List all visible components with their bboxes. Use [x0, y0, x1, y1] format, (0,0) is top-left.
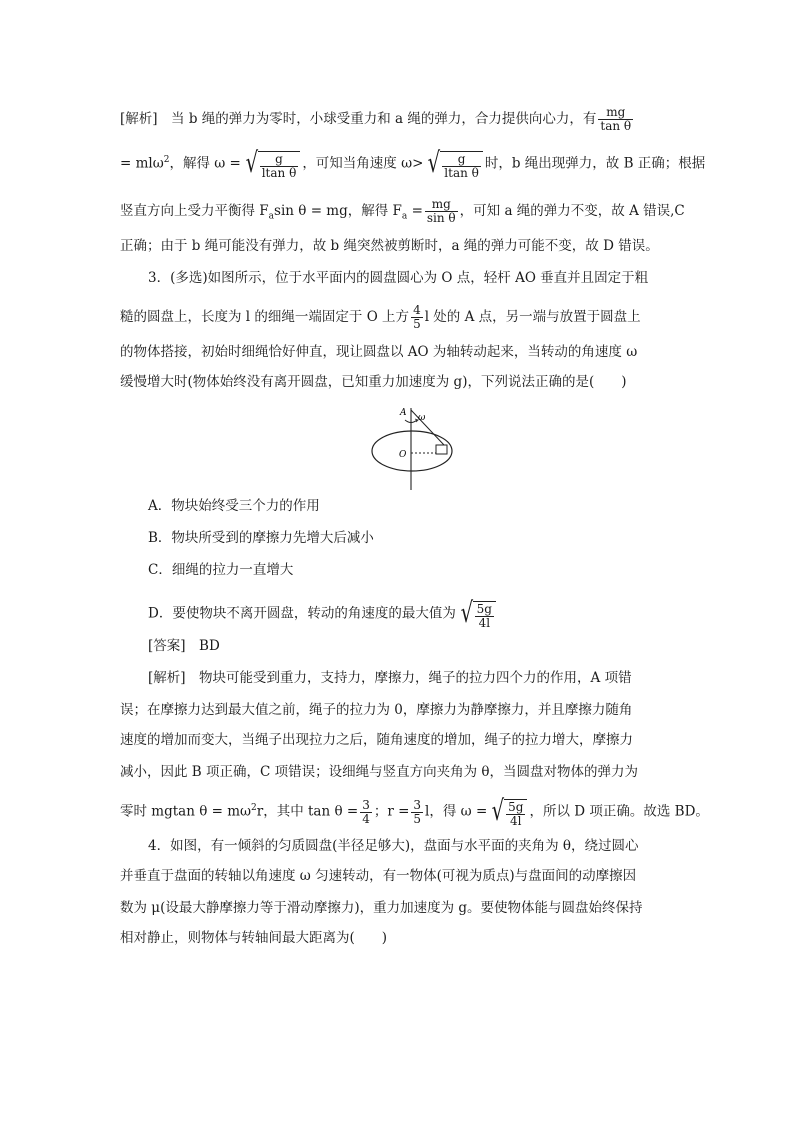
fraction-mg-sin: $\frac{mg}{\text{sin θ}}$ — [426, 197, 456, 225]
fraction-four-fifths: $\frac{4}{5}$ — [413, 303, 421, 331]
q3-line-4: 缓慢增大时(物体始终没有离开圆盘，已知重力加速度为 g)，下列说法正确的是( ) — [120, 374, 627, 390]
option-b: B．物块所受到的摩擦力先增大后减小 — [148, 530, 374, 546]
q3-line-1: 3．(多选)如图所示，位于水平面内的圆盘圆心为 O 点，轻杆 AO 垂直并且固定于粗 — [148, 270, 649, 286]
analysis-line-3: 竖直方向上受力平衡得 $F_a\sin$ θ = mg，解得 $F_a$ = $\frac{mg}{\text{sin θ}}$ ，可知 a 绳的弹力不变，故 A 错误,C — [120, 197, 685, 225]
sqrt-expression: √ $\frac{5g}{4l}$ — [489, 796, 527, 828]
label-a: A — [400, 408, 407, 418]
q4-line-4: 相对静止，则物体与转轴间最大距离为( ) — [120, 930, 388, 946]
q3-line-2: 糙的圆盘上，长度为 l 的细绳一端固定于 O 上方 $\frac{4}{5}$ l 处的 A 点，另一端与放置于圆盘上 — [120, 303, 641, 331]
option-c: C．细绳的拉力一直增大 — [148, 562, 294, 578]
explanation-line-4: 减小，因此 B 项正确，C 项错误；设细绳与竖直方向夹角为 θ，当圆盘对物体的弹力为 — [120, 764, 639, 780]
explanation-line-3: 速度的增加而变大，当绳子出现拉力之后，随角速度的增加，绳子的拉力增大，摩擦力 — [120, 732, 633, 748]
answer-line: [答案] BD — [148, 638, 220, 654]
q4-line-3: 数为 μ(设最大静摩擦力等于滑动摩擦力)，重力加速度为 g。要使物体能与圆盘始终保持 — [120, 900, 643, 916]
explanation-line-1: [解析] 物块可能受到重力，支持力，摩擦力，绳子的拉力四个力的作用，A 项错 — [148, 670, 632, 686]
label-omega: ω — [418, 413, 426, 423]
analysis-line-2: = mlω$^2$，解得 ω = √ $\frac{g}{\text{ltan θ}}$ ，可知当角速度 ω> √ $\frac{g}{\text{ltan θ}}$ 时，b 绳出现弹力，故 B 正确；根据 — [120, 146, 706, 180]
sqrt-expression: √ $\frac{g}{\text{ltan θ}}$ — [425, 148, 482, 180]
q3-line-3: 的物体搭接，初始时细绳恰好伸直，现让圆盘以 AO 为轴转动起来，当转动的角速度 ω — [120, 344, 638, 360]
disk-rod-figure — [365, 402, 465, 490]
fraction-mg-tan: $\frac{mg}{\text{tan θ}}$ — [600, 105, 632, 133]
option-a: A．物块始终受三个力的作用 — [148, 498, 320, 514]
sqrt-expression: √ $\frac{5g}{4l}$ — [458, 598, 496, 630]
string-line — [411, 410, 444, 445]
explanation-line-5: 零时 mgtan $\theta = m\omega^2r$，其中 tan θ = $\frac{3}{4}$ ；r = $\frac{3}{5}$ l，得 ω = √ $\frac{5g}{4l}$ ，所以 D 项正确。故选 BD。 — [120, 794, 709, 828]
sqrt-expression: √ $\frac{g}{\text{ltan θ}}$ — [243, 148, 300, 180]
q4-line-1: 4．如图，有一倾斜的匀质圆盘(半径足够大)，盘面与水平面的夹角为 θ，绕过圆心 — [148, 838, 639, 854]
block-rect — [436, 445, 447, 454]
analysis-line-1: [解析] 当 b 绳的弹力为零时，小球受重力和 a 绳的弹力，合力提供向心力，有 $\frac{mg}{\text{tan θ}}$ — [120, 105, 632, 133]
explanation-line-2: 误；在摩擦力达到最大值之前，绳子的拉力为 0，摩擦力为静摩擦力，并且摩擦力随角 — [120, 702, 633, 718]
analysis-line-4: 正确；由于 b 绳可能没有弹力，故 b 绳突然被剪断时，a 绳的弹力可能不变，故 D 错误。 — [120, 238, 659, 254]
q4-line-2: 并垂直于盘面的转轴以角速度 ω 匀速转动，有一物体(可视为质点)与盘面间的动摩擦因 — [120, 868, 637, 884]
option-d: D．要使物块不离开圆盘，转动的角速度的最大值为 √ $\frac{5g}{4l}$ — [148, 598, 708, 630]
label-o: O — [399, 450, 407, 460]
